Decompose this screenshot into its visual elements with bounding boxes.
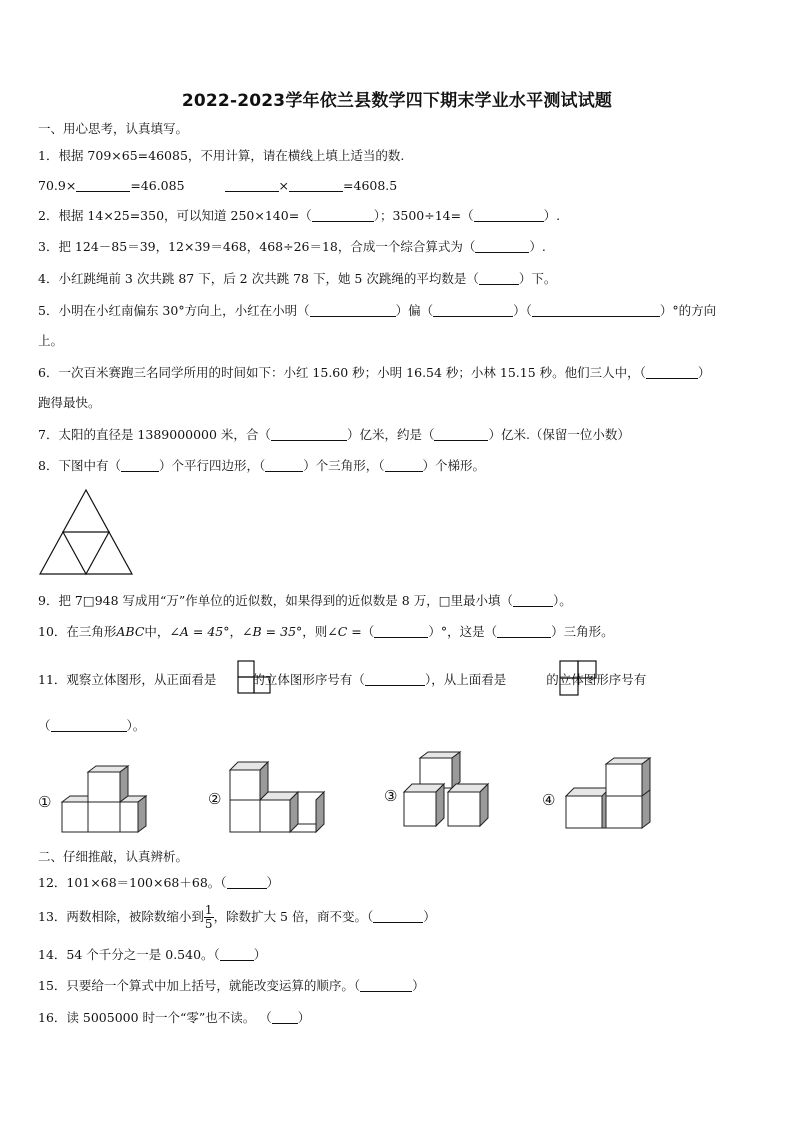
question-12 xyxy=(38,874,279,892)
q11-text-a: 11．观察立体图形，从正面看是 xyxy=(38,672,217,687)
q16-text-b: ） xyxy=(297,1010,311,1025)
q13-text-c: ） xyxy=(423,909,436,924)
question-8 xyxy=(38,457,485,475)
answer-blank[interactable] xyxy=(76,177,130,192)
section-1-heading: 一、用心思考，认真填写。 xyxy=(38,121,189,136)
question-11 xyxy=(38,670,646,689)
figure-label-1: ① xyxy=(38,793,52,811)
answer-blank[interactable] xyxy=(271,426,347,441)
q9-text-b: ）。 xyxy=(553,593,572,608)
top-view-icon xyxy=(559,660,597,696)
q14-text-b: ） xyxy=(253,947,267,962)
answer-blank[interactable] xyxy=(373,908,423,923)
question-7 xyxy=(38,426,630,444)
q2-text-a: 2．根据 14×25=350，可以知道 250×140=（ xyxy=(38,208,312,223)
triangle-figure xyxy=(38,488,134,576)
figure-label-4: ④ xyxy=(542,791,556,809)
q1-suffix: =46.085 xyxy=(130,178,185,193)
answer-blank[interactable] xyxy=(289,177,343,192)
q16-text-a: 16．读 5005000 时一个“零”也不读。 （ xyxy=(38,1010,272,1025)
question-1-blanks xyxy=(38,177,397,195)
q11-text-d: 的立体图形序号有 xyxy=(546,672,647,687)
question-13 xyxy=(38,904,436,931)
answer-blank[interactable] xyxy=(121,457,159,472)
inner-triangle xyxy=(63,532,109,574)
q10-text-c: ，则 xyxy=(302,624,328,639)
q1-suffix-2: =4608.5 xyxy=(343,178,398,193)
q2-text-b: ）；3500÷14=（ xyxy=(373,208,474,223)
answer-blank[interactable] xyxy=(227,874,267,889)
answer-blank[interactable] xyxy=(265,457,303,472)
q15-text-a: 15．只要给一个算式中加上括号，就能改变运算的顺序。（ xyxy=(38,978,361,993)
q11-text-b: 的立体图形序号有（ xyxy=(252,672,365,687)
question-5 xyxy=(38,302,716,320)
question-15 xyxy=(38,977,425,995)
answer-blank[interactable] xyxy=(497,623,551,638)
q11-text-c: ），从上面看是 xyxy=(424,672,507,687)
q7-text-c: ）亿米.（保留一位小数） xyxy=(488,427,630,442)
q5-text-c: ）（ xyxy=(513,303,532,318)
q10-text-e: ）°，这是（ xyxy=(428,624,498,639)
answer-blank[interactable] xyxy=(360,977,412,992)
fraction-one-fifth xyxy=(204,904,214,931)
q8-text-a: 8．下图中有（ xyxy=(38,458,121,473)
q11-cont-a: （ xyxy=(38,718,51,733)
q12-text-a: 12．101×68＝100×68＋68。（ xyxy=(38,875,227,890)
triangle-name: ABC xyxy=(116,624,145,639)
question-5-cont: 上。 xyxy=(38,333,64,348)
question-4 xyxy=(38,270,556,288)
answer-blank[interactable] xyxy=(433,302,513,317)
question-2 xyxy=(38,207,560,225)
front-view-icon xyxy=(237,660,271,694)
answer-blank[interactable] xyxy=(365,671,425,686)
cube-figure-4 xyxy=(564,756,654,832)
question-9 xyxy=(38,592,572,610)
answer-blank[interactable] xyxy=(310,302,396,317)
angle-c: ∠C = xyxy=(327,624,362,639)
q5-text-b: ）偏（ xyxy=(395,303,434,318)
q4-text-b: ）下。 xyxy=(518,271,557,286)
cube-figure-3 xyxy=(402,750,492,830)
q10-text-a: 10．在三角形 xyxy=(38,624,117,639)
q10-sep: ， xyxy=(229,624,243,639)
question-6-cont: 跑得最快。 xyxy=(38,395,101,410)
answer-blank[interactable] xyxy=(51,717,127,732)
q11-cont-b: ）。 xyxy=(126,718,146,733)
q8-text-c: ）个三角形，（ xyxy=(303,458,385,473)
fraction-numerator: 1 xyxy=(204,903,213,917)
q4-text-a: 4．小红跳绳前 3 次共跳 87 下，后 2 次共跳 78 下，她 5 次跳绳的平均数是（ xyxy=(38,271,479,286)
q7-text-b: ）亿米，约是（ xyxy=(346,427,435,442)
answer-blank[interactable] xyxy=(513,592,553,607)
section-2-heading: 二、仔细推敲，认真辨析。 xyxy=(38,849,189,864)
answer-blank[interactable] xyxy=(312,207,374,222)
answer-blank[interactable] xyxy=(475,238,529,253)
answer-blank[interactable] xyxy=(646,364,698,379)
answer-blank[interactable] xyxy=(225,177,279,192)
q1-prefix: 70.9× xyxy=(38,178,77,193)
fraction-denominator: 5 xyxy=(204,917,213,931)
question-16 xyxy=(38,1009,310,1027)
answer-blank[interactable] xyxy=(220,946,254,961)
answer-blank[interactable] xyxy=(374,623,428,638)
question-6 xyxy=(38,364,710,382)
q3-text-b: ）. xyxy=(529,239,546,254)
figure-label-2: ② xyxy=(208,790,222,808)
q10-text-d: （ xyxy=(361,624,375,639)
angle-a: ∠A = 45° xyxy=(169,624,230,639)
answer-blank[interactable] xyxy=(474,207,544,222)
answer-blank[interactable] xyxy=(434,426,488,441)
q1-mid: × xyxy=(278,178,290,193)
q5-text-d: ）°的方向 xyxy=(659,303,717,318)
q15-text-b: ） xyxy=(412,978,425,993)
question-14 xyxy=(38,946,266,964)
q13-text-b: ，除数扩大 5 倍，商不变。（ xyxy=(213,909,374,924)
q6-text-b: ） xyxy=(697,365,711,380)
answer-blank[interactable] xyxy=(385,457,423,472)
q10-text-f: ）三角形。 xyxy=(551,624,614,639)
question-11-cont xyxy=(38,717,145,735)
question-1: 1．根据 709×65=46085，不用计算，请在横线上填上适当的数. xyxy=(38,148,405,163)
answer-blank[interactable] xyxy=(532,302,660,317)
figure-label-3: ③ xyxy=(384,787,398,805)
q9-text-a: 9．把 7□948 写成用“万”作单位的近似数，如果得到的近似数是 8 万，□里最小填（ xyxy=(38,593,514,608)
q13-text-a: 13．两数相除，被除数缩小到 xyxy=(38,909,204,924)
page-title: 2022-2023学年依兰县数学四下期末学业水平测试试题 xyxy=(181,91,613,111)
cube-figure-2 xyxy=(228,760,328,836)
q6-text-a: 6．一次百米赛跑三名同学所用的时间如下：小红 15.60 秒；小明 16.54 秒；小林 15.15 秒。他们三人中，（ xyxy=(38,365,646,380)
q2-text-c: ）. xyxy=(543,208,561,223)
q7-text-a: 7．太阳的直径是 1389000000 米，合（ xyxy=(38,427,271,442)
angle-b: ∠B = 35° xyxy=(242,624,303,639)
q12-text-b: ） xyxy=(266,875,280,890)
q3-text-a: 3．把 124－85＝39，12×39＝468，468÷26＝18，合成一个综合算式为（ xyxy=(38,239,476,254)
question-10 xyxy=(38,623,614,641)
q8-text-b: ）个平行四边形，（ xyxy=(158,458,266,473)
answer-blank[interactable] xyxy=(272,1009,298,1024)
q5-text-a: 5．小明在小红南偏东 30°方向上，小红在小明（ xyxy=(38,303,310,318)
q14-text-a: 14．54 个千分之一是 0.540。（ xyxy=(38,947,220,962)
q10-text-b: 中， xyxy=(144,624,170,639)
question-3 xyxy=(38,238,546,256)
q8-text-d: ）个梯形。 xyxy=(422,458,486,473)
cube-figure-1 xyxy=(60,764,150,836)
answer-blank[interactable] xyxy=(479,270,519,285)
